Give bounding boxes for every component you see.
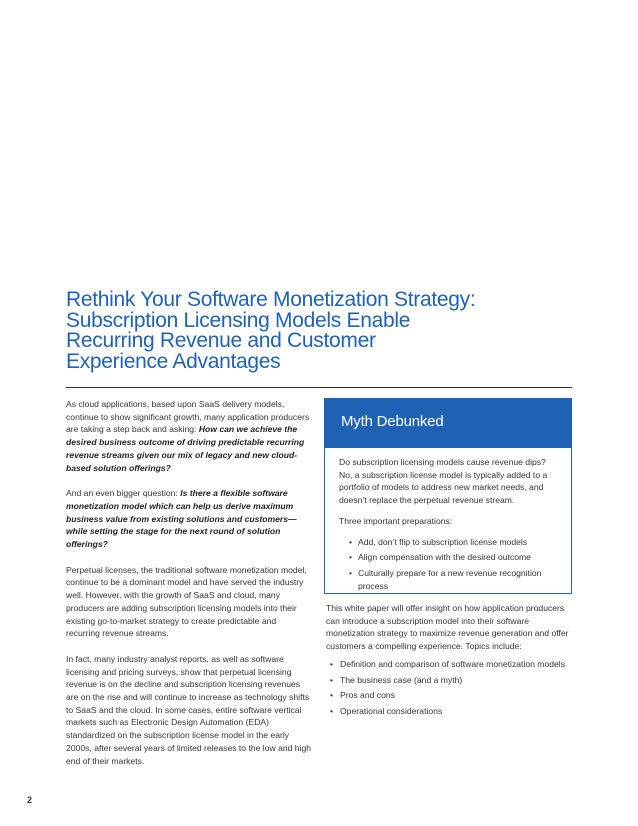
myth-debunked-box (324, 398, 572, 594)
left-column (66, 398, 312, 780)
page-title (66, 290, 566, 372)
analyst-paragraph: In fact, many industry analyst reports, as well as software licensing and pricing surveys, show that perpetual licensing revenue is on the decline and subscription licensing revenues are on the rise and will continue to increase as technology shifts to SaaS and the cloud. In some cases, entire software vertical markets such as Electronic Design Automation (EDA) standardized on the subscription license model in the early 2000s, after several years of limited releases to the low and high end of their markets. (66, 653, 312, 766)
list-item: • The business case (and a myth) (326, 674, 576, 687)
summary-paragraph: This white paper will offer insight on how application producers can introduce a subscription model into their software monetization strategy to maximize revenue generation and offer customers a compelling experience. Topics include: (326, 603, 569, 652)
list-item: • Pros and cons (326, 689, 576, 702)
list-item: • Add, don’t flip to subscription license models (339, 536, 561, 549)
intro-text: As cloud applications, based upon SaaS delivery models, continue to show significant growth, many application producers are taking a step back and asking: (66, 399, 310, 435)
preparations-label: Three important preparations: (339, 515, 453, 526)
myth-box-body (325, 448, 571, 592)
list-item: • Align compensation with the desired outcome (339, 551, 561, 564)
page-number: 2 (27, 795, 33, 805)
title-line: Rethink Your Software Monetization Strategy: (66, 288, 476, 311)
title-divider (66, 387, 572, 388)
list-item: • Operational considerations (326, 705, 576, 718)
perpetual-paragraph: Perpetual licenses, the traditional software monetization model, continue to be a dominant model and have served the industry well. However, with the growth of SaaS and cloud, many producers are adding subscription licensing models into their existing go-to-market strategy to create predictable and recurring revenue streams. (66, 564, 307, 639)
topics-list (326, 658, 576, 718)
question-paragraph (66, 487, 312, 551)
myth-box-heading: Myth Debunked (325, 399, 571, 448)
title-line: Experience Advantages (66, 349, 281, 373)
title-line: Subscription Licensing Models Enable (66, 308, 411, 332)
list-item: • Definition and comparison of software monetization models (326, 658, 576, 671)
list-item: • Culturally prepare for a new revenue recognition process (339, 567, 561, 592)
big-question: Is there a flexible software monetization model which can help us derive maximum business value from existing solutions and customers—while setting the stage for the next round of solution offerings? (66, 488, 297, 550)
intro-paragraph (66, 398, 312, 474)
preparations-list (339, 536, 561, 593)
myth-paragraph: Do subscription licensing models cause revenue dips? No, a subscription license model is typically added to a portfolio of models to address new market needs, and doesn’t replace the perpetual revenue stream. (339, 457, 548, 506)
white-paper-summary (326, 602, 576, 721)
intro-question: How can we achieve the desired business outcome of driving predictable recurring revenue streams given our mix of legacy and new cloud-based solution offerings? (66, 424, 305, 473)
question-lead: And an even bigger question: (66, 488, 181, 499)
title-line: Recurring Revenue and Customer (66, 329, 376, 352)
